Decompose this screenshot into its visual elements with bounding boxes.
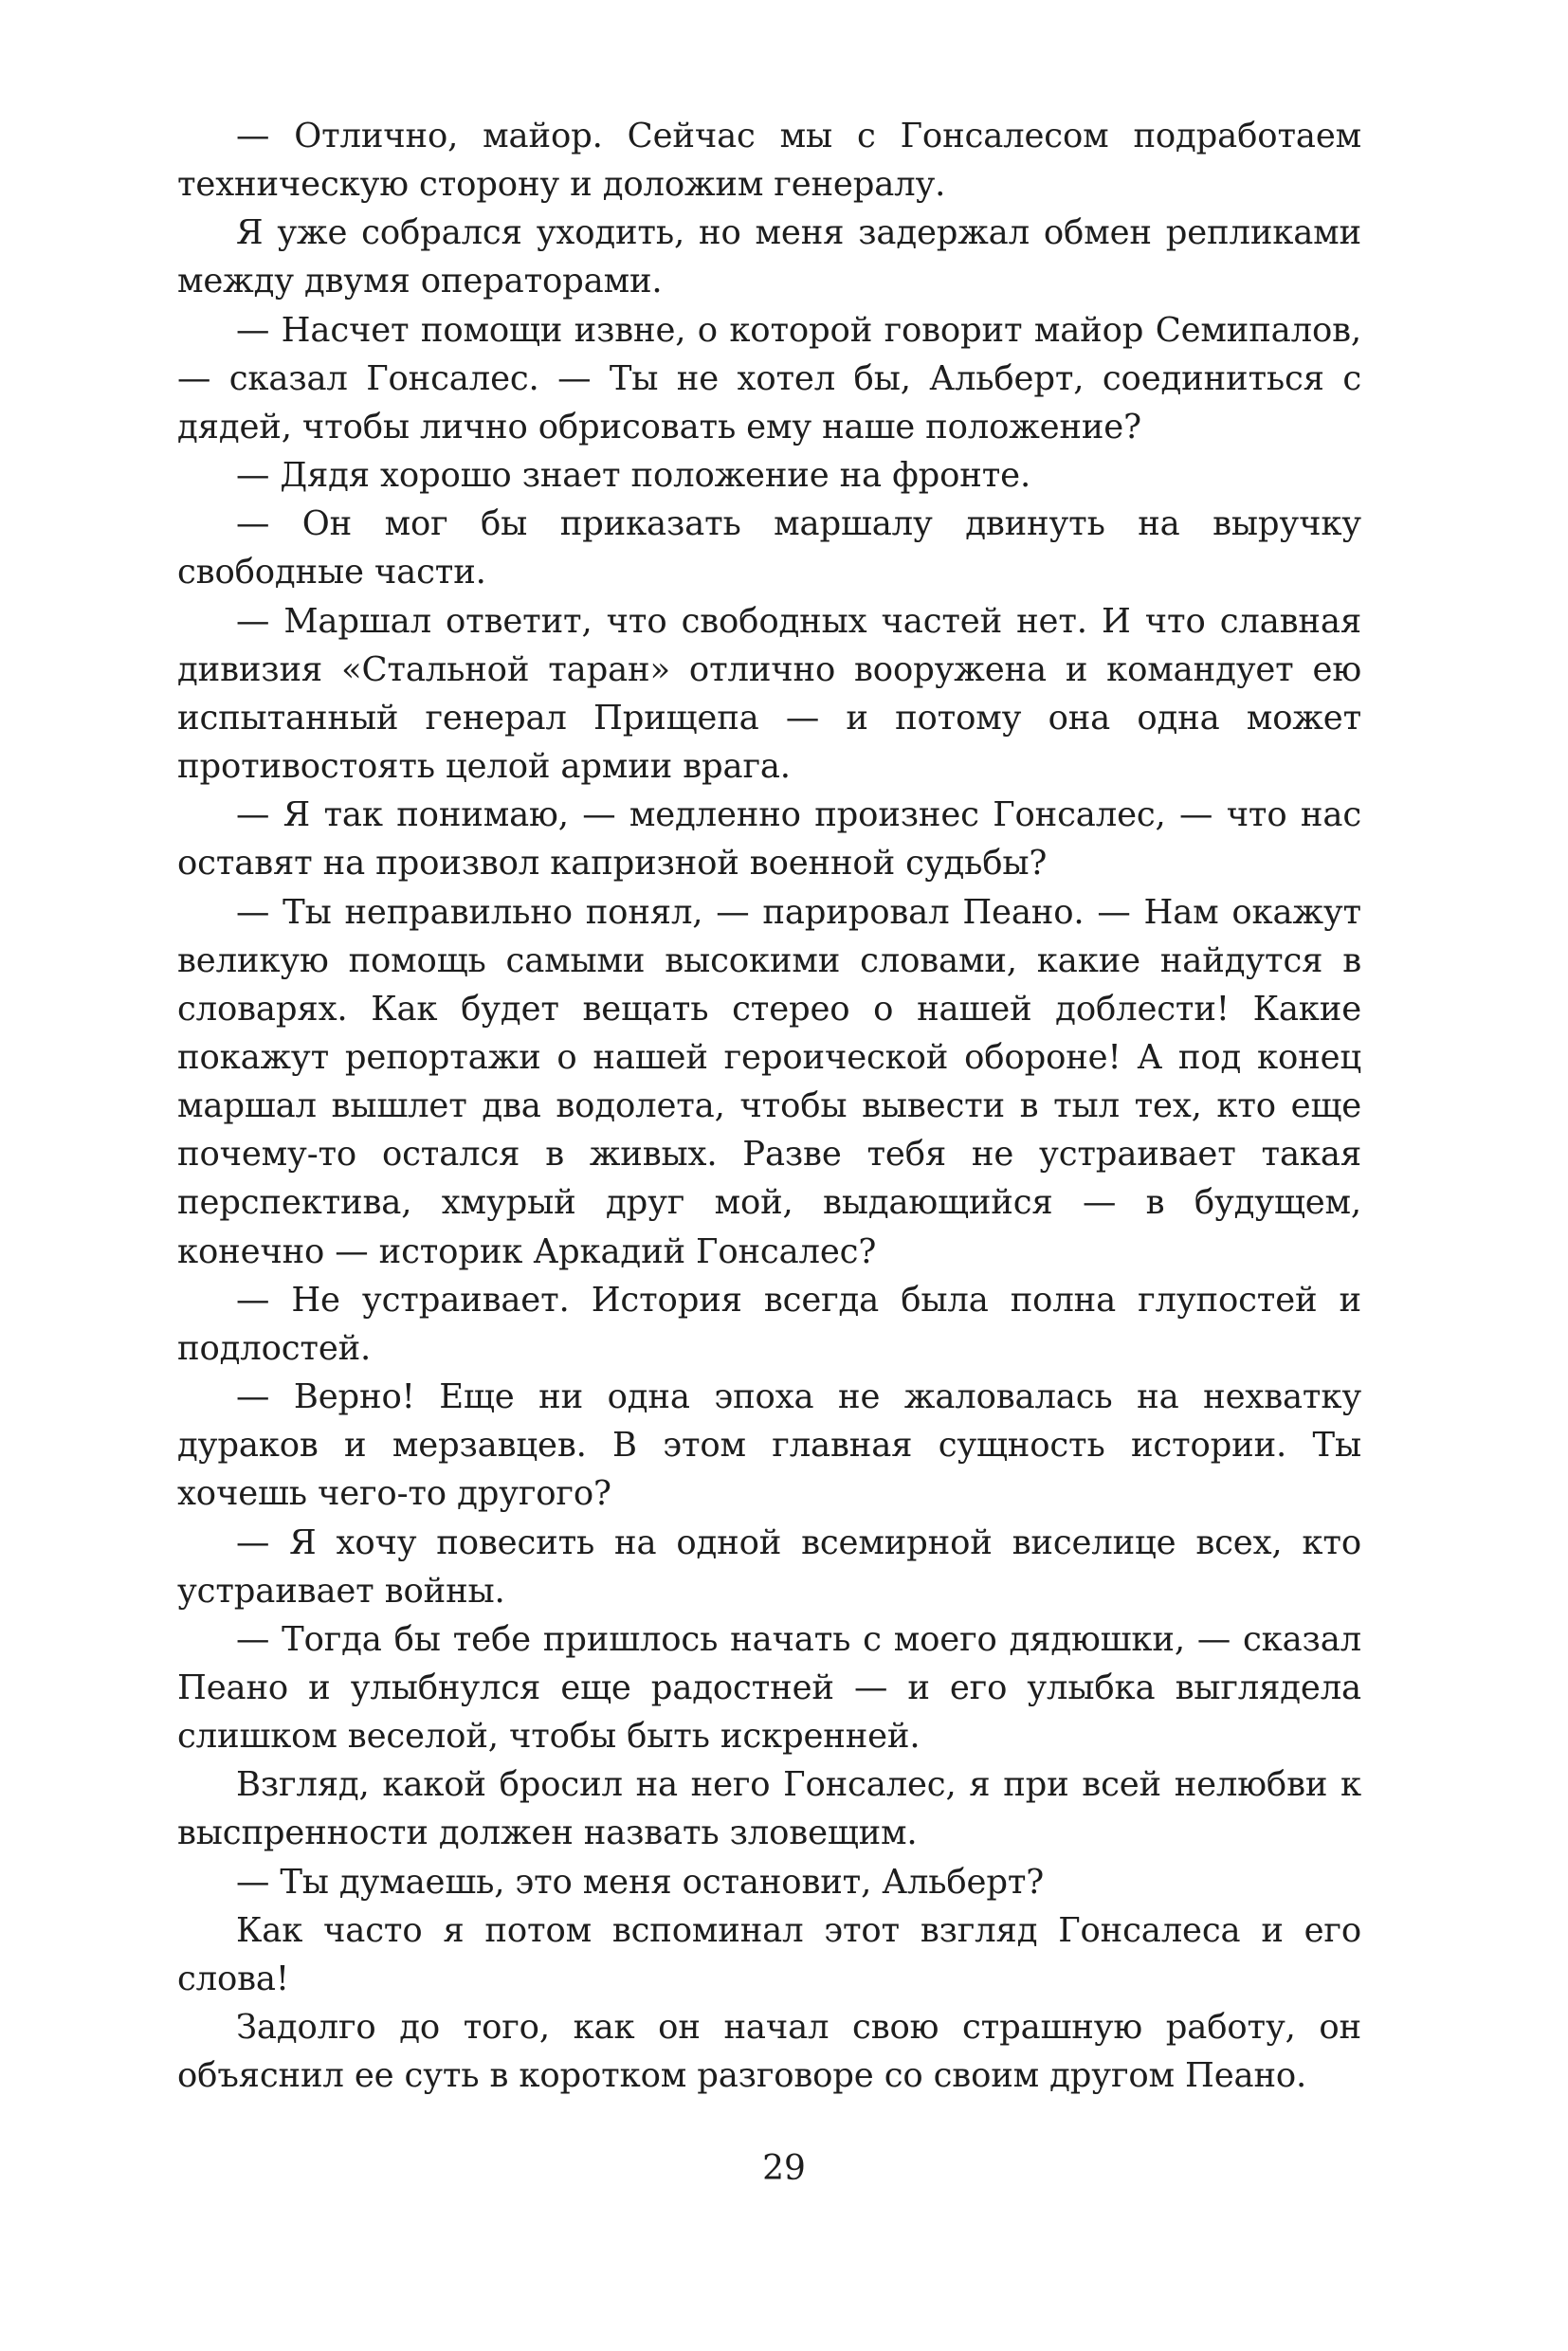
paragraph: — Он мог бы приказать маршалу двинуть на выручку свободные части. — [177, 504, 1361, 592]
body-text — [177, 112, 1361, 2100]
paragraph: — Тогда бы тебе пришлось начать с моего дядюшки, — сказал Пеано и улыбнулся еще радостней — и его улыбка выглядела слишком веселой, чтобы быть искренней. — [177, 1619, 1361, 1757]
paragraph: Задолго до того, как он начал свою страшную работу, он объяснил ее суть в коротком разговоре со своим другом Пеано. — [177, 2008, 1361, 2096]
paragraph: — Дядя хорошо знает положение на фронте. — [236, 456, 1031, 496]
paragraph: — Насчет помощи извне, о которой говорит майор Семипалов, — сказал Гонсалес. — Ты не хотел бы, Альберт, соединиться с дядей, чтобы лично обрисовать ему наше положение? — [177, 310, 1361, 447]
paragraph: — Верно! Еще ни одна эпоха не жаловалась на нехватку дураков и мерзавцев. В этом главная сущность истории. Ты хочешь чего-то другого? — [177, 1377, 1361, 1514]
page-number: 29 — [762, 2149, 806, 2188]
paragraph: Взгляд, какой бросил на него Гонсалес, я при всей нелюбви к выспренности должен назвать зловещим. — [177, 1765, 1361, 1853]
paragraph: — Не устраивает. История всегда была полна глупостей и подлостей. — [177, 1280, 1361, 1368]
paragraph: — Маршал ответит, что свободных частей нет. И что славная дивизия «Стальной таран» отлично вооружена и командует ею испытанный генерал Прищепа — и потому она одна может противостоять целой армии врага. — [177, 601, 1361, 787]
paragraph: Я уже собрался уходить, но меня задержал обмен репликами между двумя операторами. — [177, 213, 1361, 301]
paragraph: Как часто я потом вспоминал этот взгляд Гонсалеса и его слова! — [177, 1910, 1361, 1998]
paragraph: — Ты думаешь, это меня остановит, Альберт? — [236, 1862, 1045, 1902]
paragraph: — Ты неправильно понял, — парировал Пеано. — Нам окажут великую помощь самыми высокими словами, какие найдутся в словарях. Как будет вещать стерео о нашей доблести! Какие покажут репортажи о нашей героической обороне! А под конец маршал вышлет два водолета, чтобы вывести в тыл тех, кто еще почему-то остался в живых. Разве тебя не устраивает такая перспектива, хмурый друг мой, выдающийся — в будущем, конечно — историк Аркадий Гонсалес? — [177, 892, 1361, 1271]
paragraph: — Я хочу повесить на одной всемирной виселице всех, кто устраивает войны. — [177, 1522, 1361, 1611]
paragraph: — Отлично, майор. Сейчас мы с Гонсалесом подработаем техническую сторону и доложим генералу. — [177, 117, 1361, 205]
paragraph: — Я так понимаю, — медленно произнес Гонсалес, — что нас оставят на произвол капризной военной судьбы? — [177, 795, 1361, 884]
